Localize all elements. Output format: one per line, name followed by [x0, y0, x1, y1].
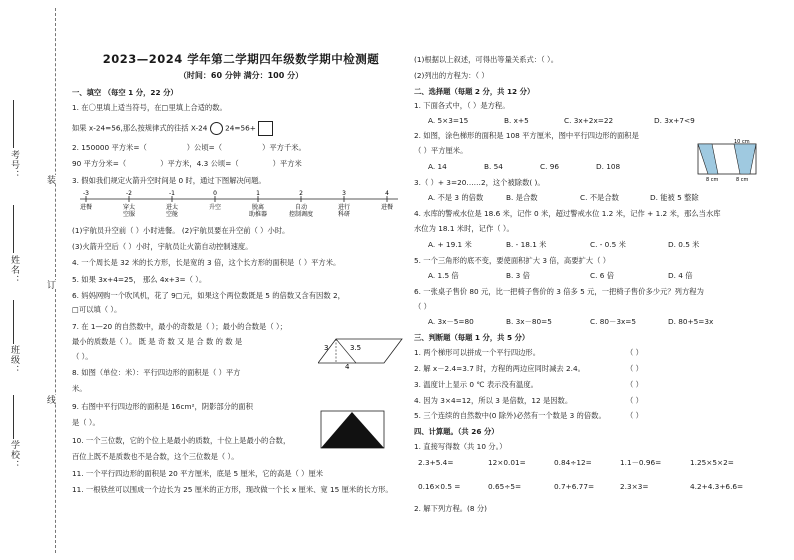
exam-subtitle: （时间：60 分钟 满分：100 分） [178, 70, 304, 80]
timeline-tick-label: 2 [299, 190, 303, 197]
q7-text-c: （ ）。 [72, 352, 93, 361]
exam-number-label: 考号： [9, 150, 19, 180]
c6-opt-c[interactable]: C. 80－3x=5 [590, 317, 637, 326]
q2-line-a [72, 143, 306, 153]
judge-2 [414, 364, 643, 374]
q6-text-a: 6. 妈妈网购一个吹风机，花了 9□元，如果这个两位数既是 5 的倍数又含有因数 2， [72, 291, 345, 300]
q8-text-a: 8. 如图（单位：米）：平行四边形的面积是（ ）平方 [72, 368, 241, 377]
q6-text-b: □可以填（ ）。 [72, 305, 122, 314]
judge-3-text: 3. 温度计上显示 0 ℃ 表示没有温度。 [414, 380, 538, 389]
class-line [13, 300, 15, 344]
timeline-event-label: 自动 [294, 204, 308, 211]
q2b-part2: ）平方米，4.3 公顷=（ [160, 159, 239, 168]
c2-opt-b[interactable]: B. 54 [484, 162, 503, 171]
c5-opt-a[interactable]: A. 1.5 倍 [428, 271, 459, 280]
timeline-event-label: 科研 [337, 211, 351, 218]
judge-5-text: 5. 三个连续的自然数中(0 除外)必然有一个数是 3 的倍数。 [414, 411, 606, 420]
c2-opt-a[interactable]: A. 14 [428, 162, 447, 171]
school-label: 学校： [9, 440, 19, 470]
c6-opt-b[interactable]: B. 3x－80=5 [506, 317, 552, 326]
q3-text: 3. 假如我们规定火箭升空时间是 0 时，通过下图解决问题。 [72, 176, 266, 185]
q2b-part1: 90 平方分米=（ [72, 159, 127, 168]
q2b-part3: ）平方米 [272, 159, 302, 168]
timeline-tick-label: 3 [342, 190, 346, 197]
q5-text: 5. 如果 3x+4=25， 那么 4x+3=（ ）。 [72, 275, 207, 284]
q1-tail-text: 24=56+ [225, 123, 256, 133]
class-label: 班级： [9, 345, 19, 375]
c2-opt-c[interactable]: C. 96 [540, 162, 560, 171]
q1-line [72, 121, 273, 136]
c5-opt-d[interactable]: D. 4 倍 [668, 271, 693, 280]
q9-text-b: 是（ ）。 [72, 418, 100, 427]
timeline-event-label: 进行 [337, 204, 351, 211]
shaded-triangle [321, 412, 384, 448]
timeline-event-label: 穿太 [122, 204, 136, 211]
c4-opt-a[interactable]: A. + 19.1 米 [428, 240, 472, 249]
q7-text-b: 最小的质数是（ ）。 既 是 奇 数 又 是 合 数 的 数 是 [72, 337, 243, 346]
c1-text: 1. 下面各式中，（ ）是方程。 [414, 101, 510, 110]
calc-2-4: 2.3×3= [620, 482, 649, 491]
c5-text: 5. 一个三角形的底不变，要使面积扩大 3 倍，高要扩大（ ） [414, 256, 611, 265]
q10-text-a: 10. 一个三位数，它的个位上是最小的质数，十位上是最小的合数， [72, 436, 291, 445]
seal-char-1: 装 [45, 175, 55, 184]
binding-margin [0, 0, 62, 560]
c1-opt-b[interactable]: B. x+5 [504, 116, 529, 125]
timeline-tick-label: 0 [213, 190, 217, 197]
q3-sub1-2: (1)宇航员升空前（ ）小时进餐。 (2)宇航员要在升空前（ ）小时。 [72, 226, 290, 235]
c3-opt-b[interactable]: B. 是合数 [506, 193, 538, 202]
calc-1-3: 0.84÷12= [554, 458, 592, 467]
judge-5 [414, 411, 643, 421]
trap-label-10cm: 10 cm [734, 139, 750, 145]
para-label-3.5: 3.5 [350, 344, 362, 352]
c1-opt-c[interactable]: C. 3x+2x=22 [564, 116, 614, 125]
parallelogram-figure [318, 333, 406, 369]
c6-text-b: （ ） [414, 302, 431, 311]
judge-4-text: 4. 因为 3×4=12，所以 3 是倍数，12 是因数。 [414, 396, 573, 405]
k2-text: 2. 解下列方程。(8 分) [414, 504, 488, 513]
judge-1 [414, 348, 643, 358]
q1-text: 1. 在〇里填上适当符号，在□里填上合适的数。 [72, 103, 227, 112]
calc-1-5: 1.25×5×2= [690, 458, 734, 467]
judge-1-blank[interactable]: （ ） [626, 348, 643, 357]
trap-label-8cm-right: 8 cm [736, 177, 749, 183]
q1-answer-box[interactable] [258, 121, 273, 136]
calc-2-3: 0.7+6.77= [554, 482, 595, 491]
shaded-trapezoid-left [698, 144, 718, 174]
timeline-event-label: 空服 [122, 211, 136, 218]
calc-1-1: 2.3+5.4= [418, 458, 454, 467]
timeline-event-label: 控制调度 [288, 211, 314, 218]
k1-text: 1. 直接写得数（共 10 分。） [414, 442, 507, 451]
calc-2-5: 4.2+4.3+6.6= [690, 482, 744, 491]
judge-2-text: 2. 解 x－2.4=3.7 时，方程的两边应同时减去 2.4。 [414, 364, 585, 373]
timeline-event-label: 升空 [208, 204, 222, 211]
trapezoid-figure [694, 138, 770, 184]
c3-opt-d[interactable]: D. 能被 5 整除 [650, 193, 699, 202]
seal-char-2: 订 [45, 280, 55, 289]
timeline-event-label: 进餐 [380, 204, 394, 211]
q3-sub3: (3)火箭升空后（ ）小时，宇航员让火箭自动控制速度。 [72, 242, 253, 251]
q2a-part1: 2. 150000 平方米=（ [72, 143, 147, 152]
calc-1-4: 1.1－0.96= [620, 458, 662, 467]
q4-text: 4. 一个周长是 32 米的长方形，长是宽的 3 倍，这个长方形的面积是（ ）平方米。 [72, 258, 341, 267]
r1-text: (1)根据以上叙述，可得出等量关系式：（ ）。 [414, 55, 558, 64]
judge-3 [414, 380, 643, 390]
c4-text-a: 4. 水库的警戒水位是 18.6 米，记作 0 米，超过警戒水位 1.2 米，记作 + 1.2 米，那么当水库 [414, 209, 721, 218]
c6-opt-d[interactable]: D. 80+5=3x [668, 317, 714, 326]
c1-opt-d[interactable]: D. 3x+7<9 [654, 116, 695, 125]
timeline-event-label: 进餐 [79, 204, 93, 211]
exam-title: 2023—2024 学年第二学期四年级数学期中检测题 [102, 52, 380, 66]
judge-3-blank[interactable]: （ ） [626, 380, 643, 389]
q2-line-b [72, 159, 302, 169]
section-3-heading: 三、判断题（每题 1 分，共 5 分） [414, 333, 530, 342]
q1-line-text: 如果 x-24=56,那么按规律式的往括 X-24 [72, 123, 208, 133]
q1-symbol-circle[interactable] [210, 122, 223, 135]
judge-2-blank[interactable]: （ ） [626, 364, 643, 373]
c2-opt-d[interactable]: D. 108 [596, 162, 621, 171]
section-4-heading: 四、计算题。（共 26 分） [414, 427, 499, 436]
q2a-part3: ）平方千米。 [262, 143, 306, 152]
rocket-timeline [74, 190, 404, 222]
timeline-event-label: 空舱 [165, 211, 179, 218]
exam-number-line [13, 100, 15, 148]
judge-4-blank[interactable]: （ ） [626, 396, 643, 405]
timeline-event-label: 脱离 [251, 204, 265, 211]
timeline-tick-label: -3 [83, 190, 89, 197]
c4-opt-c[interactable]: C. - 0.5 米 [590, 240, 626, 249]
judge-1-text: 1. 两个梯形可以拼成一个平行四边形。 [414, 348, 541, 357]
q12-text: 11. 一根铁丝可以围成一个边长为 25 厘米的正方形，现改做一个长 x 厘米、宽 15 厘米的长方形。 [72, 485, 393, 494]
c2-text-a: 2. 如图，涂色梯形的面积是 108 平方厘米，图中平行四边形的面积是 [414, 131, 639, 140]
calc-1-2: 12×0.01= [488, 458, 526, 467]
para-label-4: 4 [345, 363, 350, 369]
q10-text-b: 百位上既不是质数也不是合数，这个三位数是（ ）。 [72, 452, 239, 461]
name-label: 姓名： [9, 255, 19, 285]
q8-text-b: 米。 [72, 384, 87, 393]
calc-2-1: 0.16×0.5 = [418, 482, 461, 491]
shaded-triangle-figure [320, 410, 386, 450]
judge-4 [414, 396, 643, 406]
timeline-tick-label: 1 [256, 190, 260, 197]
school-line [13, 395, 15, 439]
name-line [13, 205, 15, 253]
c5-opt-c[interactable]: C. 6 倍 [590, 271, 614, 280]
calc-2-2: 0.65÷5= [488, 482, 522, 491]
section-1-heading: 一、填空 （每空 1 分，22 分） [72, 88, 178, 97]
seal-char-3: 线 [45, 395, 55, 404]
timeline-tick-label: -2 [126, 190, 132, 197]
c4-text-b: 水位为 18.1 米时，记作（ ）。 [414, 224, 514, 233]
section-2-heading: 二、选择题（每题 2 分，共 12 分） [414, 87, 535, 96]
c1-opt-a[interactable]: A. 5×3=15 [428, 116, 469, 125]
c3-opt-a[interactable]: A. 不是 3 的倍数 [428, 193, 484, 202]
r2-text: (2)列出的方程为：（ ） [414, 71, 489, 80]
trap-label-8cm-left: 8 cm [706, 177, 719, 183]
left-column [72, 0, 410, 494]
c5-opt-b[interactable]: B. 3 倍 [506, 271, 530, 280]
q9-text: 9. 右图中平行四边形的面积是 16cm²，阴影部分的面积 [72, 402, 253, 411]
q7-text-a: 7. 在 1—20 的自然数中，最小的奇数是（ ）；最小的合数是（ ）； [72, 322, 287, 331]
para-label-3: 3 [324, 344, 329, 352]
judge-5-blank[interactable]: （ ） [626, 411, 643, 420]
timeline-event-label: 助推器 [248, 211, 268, 218]
c4-opt-d[interactable]: D. 0.5 米 [668, 240, 700, 249]
q11-text: 11. 一个平行四边形的面积是 20 平方厘米，底是 5 厘米，它的高是（ ）厘米 [72, 469, 324, 478]
timeline-tick-label: 4 [385, 190, 389, 197]
c4-opt-b[interactable]: B. - 18.1 米 [506, 240, 547, 249]
c2-text-b: （ ）平方厘米。 [414, 146, 468, 155]
c3-opt-c[interactable]: C. 不是合数 [580, 193, 619, 202]
c3-text: 3.（ ）+ 3=20……2，这个被除数( )。 [414, 178, 545, 187]
c6-text-a: 6. 一张桌子售价 80 元，比一把椅子售价的 3 倍多 5 元，一把椅子售价多少元？列方程为 [414, 287, 704, 296]
timeline-tick-label: -1 [169, 190, 175, 197]
c6-opt-a[interactable]: A. 3x－5=80 [428, 317, 474, 326]
timeline-event-label: 进太 [165, 204, 179, 211]
q2a-part2: ）公顷=（ [186, 143, 223, 152]
shaded-trapezoid-right [734, 144, 756, 174]
